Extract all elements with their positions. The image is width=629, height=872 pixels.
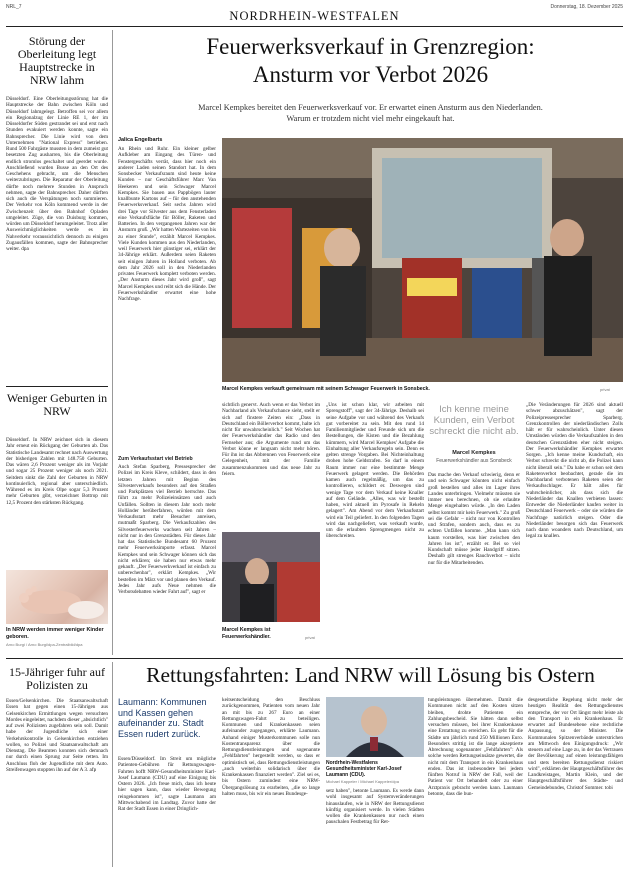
bottom-photo-caption: Nordrhein-Westfalens Gesundheitsminister Karl-Josef Laumann (CDU). <box>326 760 402 778</box>
lead-teaser-line1: Marcel Kempkes bereitet den Feuerwerksverkauf vor. Er erwartet einen Ansturm aus den Niederlanden. <box>198 103 543 112</box>
sidebar1-body: Düsseldorf. Eine Oberleitungsstörung hat die Hauptstrecke der Bahn zwischen Köln und Düsseldorf lahmgelegt. Betroffen sei vor allem ein Regionalzug der Linie RE 1, der im Düsseldorfer Süden gestrandet sei und erst nach Stunden evakuiert werden konnte, sagte ein Bahnsprecher. Die Linie wird von dem Unternehmen "National Express" betrieben. Rund 500 Fahrgäste mussten in dem zumeist gut besetzten Zug ausharren, bis die Oberleitung endlich stromlos geschaltet und geerdet wurde. Anschließend wurden Busse an den Ort des Geschehens gebracht, um die Menschen weiterzubringen. Die Reparatur der Oberleitung dürfte noch mehrere Stunden in Anspruch nehmen, sagte der Bahnsprecher. Daher dürften sich auch die Verspätungen noch summieren. Der Verkehr von Köln kommend werde in der Zwischenzeit über den Bahnhof Opladen umgeleitet. Züge, die von Duisburg kommen, würden um Düsseldorf herumgeleitet. Trotz aller Ausweichmöglichkeiten werde es im Nahverkehr voraussichtlich dennoch zu einigen Zugausfällen kommen, sagte der Bahnsprecher weiter. dpa <box>6 96 108 252</box>
bottom-col2: keitsentscheidung den Beschluss zurückgenommen, Patienten vom neuen Jahr an mit bis zu 267 Euro an einer Rettungswagen-Fahrt zu beteiligen. Kommunen und Krankenkassen seien aufeinander zugegangen, erklärte Laumann. Anhand einiger Musterkommunen solle nun Kostentransparenz über die Rettungsdienstleistungen und sogenannte „Fehlfahrten" hergestellt werden, so dass er optimistisch sei, dass Rettungsdienstleistungen „auch weiterhin solidarisch über die Krankenkassen finanziert werden". Ziel sei es, bis Ostern zumindest eine NRW-Übergangslösung zu erarbeiten, „die so lange halten muss, bis wir ein neues Bundesge- <box>222 697 320 797</box>
bottom-box-head: Laumann: Kommunen und Kassen gehen aufeinander zu. Stadt Essen rudert zurück. <box>118 697 207 739</box>
lead-author: Jalica Engelbarts <box>118 137 163 143</box>
lead-col5: „Die Veränderungen für 2026 sind aktuell schwer abzuschätzen", sagt der Polizeipressesprecher Sparberg. Grenzkontrollen der niederländischen Zolls hält er für wahrscheinlich. Unter diesen Umständen würden die Verkaufszahlen in den deutschen Grenzstädten eher nicht steigen. Der Feuerwerkshändler Kempkes erwartet Sorgen. „Ich kenne meine Kundschaft, ein Verbot schreckt die nicht ab, die Polizei kann nicht überall sein." Da habe er schon seit dem Raketenverbot beobachtet, gerade die im Nachbarland verbotenen Raketen seien der Verkaufsschlager. Er hält alles für wahrscheinlicher, als dass sich die Niederländer das Knallen verbieten lassen: Entweder die Niederländer kaufen weiter in Deutschland Feuerwerk – oder sie würden die Nachfrage natürlich steigen. Oder die Niederländer besorgen sich das Feuerwerk nach dann woanders nach Deutschland, um legal zu knallen. <box>526 402 623 540</box>
sidebar3-headline: 15-Jähriger fuhr auf Polizisten zu <box>9 665 105 692</box>
lead-photo2 <box>222 532 320 622</box>
sidebar3-vertical-rule <box>112 662 113 867</box>
lead-headline-line2: Ansturm vor Verbot 2026 <box>252 62 489 87</box>
lead-col4: Das mache den Verkauf schwierig, denn er und sein Schwager könnten nicht einfach groß bestellen und alles im Lager ihres Landes unterbringen. Vielmehr müssten sie immer neu berechnen, ob sie erlaubte Menge eingehalten würde. „In den Laden selbst kommt mir kein Feuerwerk." Zu groß sei die Gefahr – nicht nur von Kontrollen und Strafen, sondern auch, dass es zu echten Unfällen komme. „Man kann sich kaum vorstellen, was hier zwischen den Jahren los ist", erzählt er. Bei so viel Kundschaft müsse jeder Handgriff sitzen. Deshalb gilt strenges Rauchverbot – nicht nur für die Mitarbeitenden. <box>428 472 520 566</box>
bottom-photo <box>326 697 424 757</box>
bottom-rule <box>6 658 623 659</box>
lead-headline-line1: Feuerwerksverkauf in Grenzregion: <box>206 34 535 59</box>
lead-quote: Ich kenne meine Kunden, ein Verbot schreckt die nicht ab. <box>429 404 519 437</box>
lead-col1-subhead: Zum Verkaufsstart viel Betrieb <box>118 456 193 462</box>
sidebar2-body: Düsseldorf. In NRW zeichnet sich in diesem Jahr erneut ein Rückgang der Geburten ab. Das Statistische Landesamt rechnet nach Auswertung der bisherigen Zahlen mit 148.750 Geburten. Das wären 2,6 Prozent weniger als im Vorjahr und sogar 25 Prozent weniger als noch 2021. Seitdem sinkt die Zahl der Geburten in NRW kontinuierlich, regional aber unterschiedlich. Während es im Kreis Olpe sogar 5,3 Prozent mehr Geburten gibt, verzeichnet Bottrop mit 12,5 Prozent den stärksten Rückgang. <box>6 437 108 506</box>
lead-photo-caption: Marcel Kempkes verkauft gemeinsam mit seinem Schwager Feuerwerk in Sonsbeck. <box>222 386 430 392</box>
lead-photo2-caption: Marcel Kempkes ist Feuerwerkshändler. <box>222 627 271 640</box>
sidebar1-headline: Störung der Oberleitung legt Hauptstrecke in NRW lahm <box>17 34 97 87</box>
bottom-col-mid: setz haben", betonte Laumann. Es werde dann wohl insgesamt auf Systemveränderungen hinauslaufen, wie in NRW der Rettungsdienst künftig organisiert werde. In vielen Städten wollen die Krankenkassen nur noch einen pauschalen Festbetrag für Ret- <box>326 788 424 826</box>
lead-col1: An Rhein und Ruhr. Ein kleiner gelber Aufkleber am Eingang des Türen- und Fenstergeschäfts verrät, dass hier noch ein anderer Laden seinen Standort hat. In dem Sonsbecker Verkaufsraum sind heute keine Kunden – nur Geschäftsführer Marc Van Heekeren und sein Schwager Marcel Kempkes. Sie bauen aus Pappbögen lauter knallbunte Kartons auf – für den anstehenden Feuerwerksverkauf. Seit sechs Jahren wird drei Tage vor Silvester aus dem Fensterladen eine Verkaufsfläche für Böller, Raketen und Batterien. In den vergangenen Jahren war der Ansturm groß. „Wir hatten Wartezeiten von bis zu einer Stunde", erzählt Marcel Kempkes. Viele Kunden kommen aus den Niederlanden, weil Feuerwerk hier günstiger sei, erklärt der 34-Jährige erklärt. Außerdem seien Raketen seit einigen Jahren in Holland verboten. Ab dem Jahr 2026 soll in den Niederlanden privates Feuerwerk komplett verboten werden. „Der Ansturm dieses Jahr wird groß", sagt Marcel Kempkes und reibt sich die Hände. Der Feuerwerkshändler erwartet eine hohe Nachfrage. <box>118 146 216 302</box>
minister-portrait-icon <box>326 697 424 757</box>
sidebar2-headline: Weniger Geburten in NRW <box>6 391 108 418</box>
lead-photo-credit: privat <box>600 387 610 392</box>
sidebar3-body: Essen/Gelsenkirchen. Die Staatsanwaltschaft Essen hat gegen einen 15-Jährigen aus Gelsenkirchen Ermittlungen wegen versuchten Mordes eingeleitet, nachdem dieser „absichtlich" auf zwei Polizisten zugefahren sein soll. Damit habe der Jugendliche sich einer Verkehrskontrolle in Gelsenkirchen entziehen wollen, so Polizei und Staatsanwaltschaft am Dienstag. Die Beamten konnten sich demnach nur durch einen Sprung zur Seite retten. Im Anschluss floh der Jugendliche mit dem Auto. Streifenwagen stoppten ihn auf der A 3. afp <box>6 698 108 773</box>
lead-col1b: Auch Stefan Sparberg, Pressesprecher der Polizei im Kreis Kleve, schildert, dass in den letzten Jahren mit Beginn des Silvesterverkaufs besonders auf den Straßen und Parkplätzen viel Betrieb herrschte. Das führt zu mehr Polizeieinsätzen und auch Unfällen. Sollten in diesem Jahr noch mehr Holländer herüberfahren, würden mit dem Verkaufsstart mehr Besucher anreisen, mutmaßt Sparberg. Die Verkaufszahlen des Silvesterfeuerwerks wachsen seit Jahren – nicht nur in den Grenzstädten. Für dieses Jahr hat das Statistische Bundesamt 60 Prozent mehr Feuerwerksimporte erfasst. Marcel Kempkes und sein Schwager können sich das nicht erklären; sie haben nur etwas mehr gekauft. „Der Feuerwerkverkauf ist einfach zu unberechenbar", erklärt Kempkes. „Wir bestellen im März vor und planen den Verkauf. Jedes Jahr aufs Neue nehmen die Verbotsdebatten wieder Fahrt auf", sagt er <box>118 464 216 595</box>
lead-photo2-credit: privat <box>305 635 315 640</box>
section-title: NORDRHEIN-WESTFALEN <box>229 9 400 23</box>
sidebar-vertical-rule <box>112 30 113 655</box>
lead-col2: sichtlich genervt. Auch wenn er das Verbot im Nachbarland als Verkaufschance sieht, stellt er sich auf finstere Zeiten ein: „Dass in Deutschland ein Böllerverbot kommt, halte ich nicht für unwahrscheinlich." Seit Wochen hat der Feuerwerkshändler das Radio und den Fernseher aus; die Argumente rund um das Verbot könne er langsam nicht mehr hören. Für ihn ist das Abbrennen von Feuerwerk eine Gelegenheit, mit der Familie zusammenzukommen und das neue Jahr zu feiern. <box>222 402 320 477</box>
firework-shop-photo-icon <box>222 138 623 382</box>
lead-col3: „Uns ist schon klar, wir arbeiten mit Sprengstoff", sagt der 34-Jährige. Deshalb sei seine Aufgabe vor und während des Verkaufs gut vorbereitet zu sein. Mit den rund 14 Familienmitglieder und Freunde sich um die Bestellungen, die Kisten und die Bezahlung kümmern, wird Marcel Kempkes' Aufgabe die Einhaltung aller Verkaufsregeln sein. Denn es gelten strenge Vorgaben. Bei Nichteinhaltung drohen hohe Geldstrafen. So darf in einem Raum immer nur eine bestimmte Menge Feuerwerk gelagert werden. Die Behörden kamen auch regelmäßig, um das zu kontrollieren, schildert er. Deswegen sind wenige Tage vor dem Verkauf keine Knaller auf dem Gelände. „Alles, was wir bestellt haben, wird aktuell im Pyrosafe in Rekeln gelagert". Am Abend vor dem Verkaufsstart wird ein Teil geliefert. In den folgenden Tagen wird das nachgeliefert, was verkauft wurde, um die erlaubten Sprengmengen nicht zu überschreiten. <box>326 402 424 540</box>
bottom-headline: Rettungsfahrten: Land NRW will Lösung bis Ostern <box>146 663 595 687</box>
bottom-col4: desgesetzliche Regelung nicht mehr der heutigen Realität des Rettungsdienstes entspreche, der vor Ort längst mehr leiste als den Transport in ein Krankenhaus. Er erwartet auf Bundesebene eine rechtliche Anpassung, so der Minister. Die Kommunalen Spitzenverbände unterstrichen am Mittwoch den Einigungsdruck: „Wir steuern auf eine Lage zu, in der das Vertrauen der Bevölkerung auf einen leistungsfähigen und stets bereiten Rettungsdienst riskiert wird", erklärten der Hauptgeschäftsführer des Landkreistages, Martin Klein, und der Hauptgeschäftsführer des Städte- und Gemeindebundes, Christof Sommer. tobi <box>528 697 623 791</box>
merchant-portrait-icon <box>222 532 320 622</box>
page-date: Donnerstag, 18. Dezember 2025 <box>550 4 623 10</box>
sidebar2-caption: In NRW werden immer weniger Kinder geboren. <box>6 627 104 640</box>
bottom-col1: Essen/Düsseldorf. Im Streit um mögliche Patienten-Gebühren für Rettungswagen-Fahrten hofft NRW-Gesundheitsminister Karl-Josef Laumann (CDU) auf eine Einigung bis Ostern 2026. „Ich freue mich, dass ich heute hier sagen kann, dass wieder Bewegung reingekommen ist", sagte Laumann am Mittwochabend im Landtag. Zuvor hatte der Rat der Stadt Essen in einer Dringlich- <box>118 756 216 812</box>
baby-photo <box>6 570 108 624</box>
lead-photo <box>222 138 623 382</box>
page-number: NRL_7 <box>6 4 22 10</box>
baby-foot-icon <box>6 570 108 624</box>
lead-quote-author: Marcel Kempkes <box>452 450 496 456</box>
header-rule <box>6 26 623 27</box>
bottom-photo-credit: Michael Kappeler / Michael Kappeler/dpa <box>326 779 399 784</box>
sidebar2-credit: Arno Burgi / Arno Burgi/dpa-Zentralbild/dpa <box>6 642 83 647</box>
lead-teaser-line2: Warum er trotzdem nicht viel mehr eingekauft hat. <box>286 114 455 123</box>
sidebar-divider-1 <box>6 386 108 387</box>
lead-quote-role: Feuerwerkshändler aus Sonsbeck <box>436 458 512 464</box>
bottom-col3: tungsleistungen übernehmen. Damit die Kommunen nicht auf den Kosten sitzen bleiben, drohte Patienten ein Zahlungsbescheid. Sie hätten dann selbst versuchen müssen, bei ihrer Krankenkasse eine Erstattung zu erreichen. Es geht für die Städte um jährlich rund 250 Millionen Euro. Besonders strittig ist die lange akzeptierte Abrechnung sogenannter „Fehlfahrten": Als solche werden Rettungseinsätze gewertet, die nicht mit dem Transport in ein Krankenhaus enden. Das ist insbesondere bei jedem fünften Notruf in NRW der Fall, weil der Patient vor Ort behandelt oder zu einer Arztpraxis gebracht werden kann. Laumann betonte, dass die bun- <box>428 697 523 797</box>
